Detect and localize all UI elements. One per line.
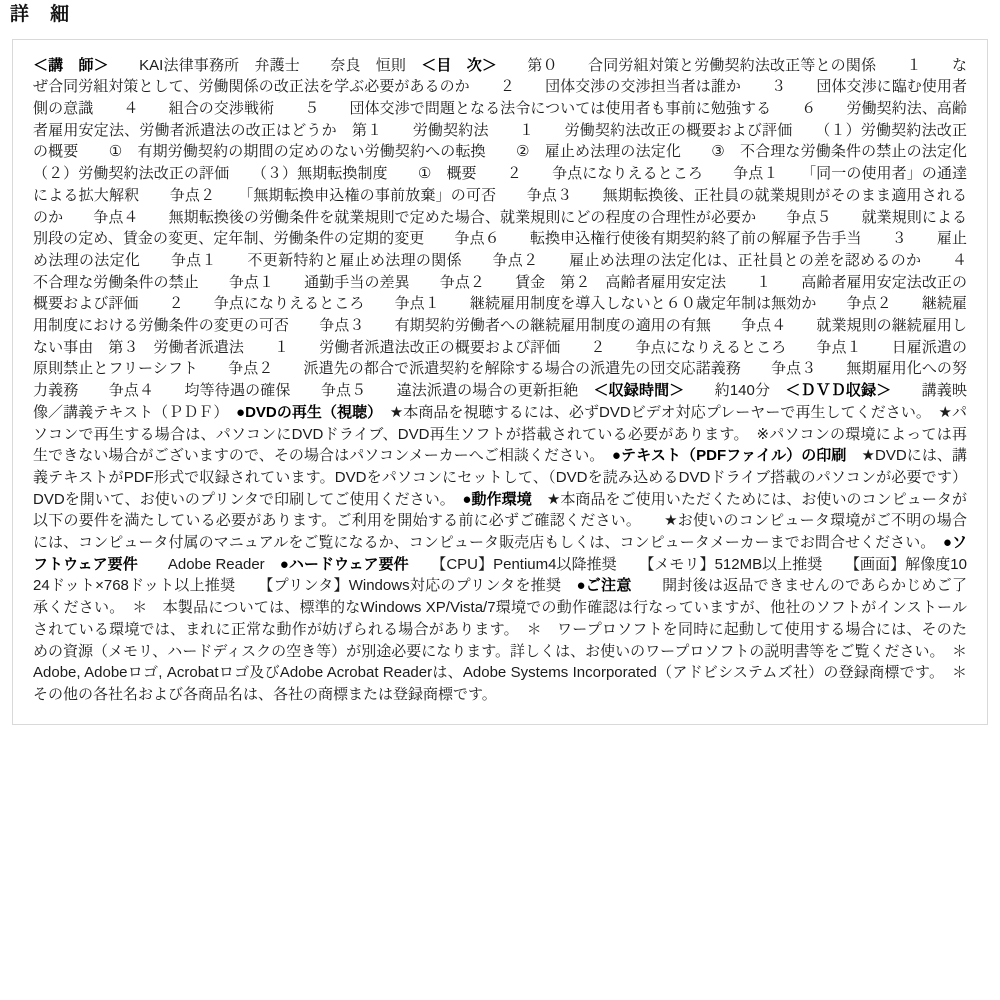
detail-text-run: 開封後は返品できませんのであらかじめご了承ください。 ＊ 本製品については、標準的なWindows XP/Vista/7環境での動作確認は行なっていますが、他社のソフトがインストールされている環境では、まれに正常な動作が妨げられる場合があります。 ＊ ワープロソフトを同時に起動して使用する場合には、そのための資源（メモリ、ハードディスクの空き等）が別途必要になります。詳しくは、お使いのワープロソフトの説明書等をご覧ください。 ＊ Adobe, Adobeロゴ, Acrobatロゴ及びAdobe Acrobat Readerは、Adobe Systems Incorporated（アドビシステムズ社）の登録商標です。 ＊ その他の各社名および各商品名は、各社の商標または登録商標です。 xyxy=(33,577,983,703)
detail-section-heading: ＜講 師＞ xyxy=(33,56,109,74)
detail-panel xyxy=(12,39,998,725)
detail-text-run: 講義映像／講義テキスト（ＰＤＦ） xyxy=(33,382,967,421)
detail-text-run: 第０ 合同労組対策と労働契約法改正等との関係 １ なぜ合同労組対策として、労働関係の改正法を学ぶ必要があるのか ２ 団体交渉の交渉担当者は誰か ３ 団体交渉に臨む使用者側の意識 ４ 組合の交渉戦術 ５ 団体交渉で問題となる法令については使用者も事前に勉強する ６ 労働契約法、高齢者雇用安定法、労働者派遣法の改正はどうか 第１ 労働契約法 １ 労働契約法改正の概要および評価 （１）労働契約法改正の概要 ① 有期労働契約の期間の定めのない労働契約への転換 ② 雇止め法理の法定化 ③ 不合理な労働条件の禁止の法定化 （２）労働契約法改正の評価 （３）無期転換制度 ① 概要 ２ 争点になりえるところ 争点１ 「同一の使用者」の通達による拡大解釈 争点２ 「無期転換申込権の事前放棄」の可否 争点３ 無期転換後、正社員の就業規則がそのまま適用されるのか 争点４ 無期転換後の労働条件を就業規則で定めた場合、就業規則にどの程度の合理性が必要か 争点５ 就業規則による別段の定め、賃金の変更、定年制、労働条件の定期的変更 争点６ 転換申込権行使後有期契約終了前の解雇予告手当 ３ 雇止め法理の法定化 争点１ 不更新特約と雇止め法理の関係 争点２ 雇止め法理の法定化は、正社員との差を認めるのか ４ 不合理な労働条件の禁止 争点１ 通勤手当の差異 争点２ 賃金 第２ 高齢者雇用安定法 １ 高齢者雇用安定法改正の概要および評価 ２ 争点になりえるところ 争点１ 継続雇用制度を導入しないと６０歳定年制は無効か 争点２ 継続雇用制度における労働条件の変更の可否 争点３ 有期契約労働者への継続雇用制度の適用の有無 争点４ 就業規則の継続雇用しない事由 第３ 労働者派遣法 １ 労働者派遣法改正の概要および評価 ２ 争点になりえるところ 争点１ 日雇派遣の原則禁止とフリーシフト 争点２ 派遣先の都合で派遣契約を解除する場合の派遣先の団交応諾義務 争点３ 無期雇用化への努力義務 争点４ 均等待遇の確保 争点５ 違法派遣の場合の更新拒絶 xyxy=(33,56,998,400)
detail-text-run: KAI法律事務所 弁護士 奈良 恒則 xyxy=(108,56,422,74)
page-title: 詳 細 xyxy=(10,4,71,25)
detail-section-heading: ●DVDの再生（視聴） xyxy=(235,403,375,421)
detail-section-heading: ●動作環境 xyxy=(462,490,532,508)
detail-description-text xyxy=(33,55,998,706)
detail-text-run: ★DVDには、講義テキストがPDF形式で収録されています。DVDをパソコンにセットして、（DVDを読み込めるDVDドライブ搭載のパソコンが必要です）DVDを開いて、お使いのプリンタで印刷してご使用ください。 xyxy=(33,447,967,508)
detail-text-run: ★本商品を視聴するには、必ずDVDビデオ対応プレーヤーで再生してください。 ★パソコンで再生する場合は、パソコンにDVDドライブ、DVD再生ソフトが搭載されている必要があります。 ※パソコンの環境によっては再生できない場合がございますので、その場合はパソコンメーカーへご相談ください。 xyxy=(33,403,967,465)
detail-section-heading: ＜収録時間＞ xyxy=(593,382,685,400)
detail-section-heading: ●ご注意 xyxy=(576,577,632,595)
detail-section-heading: ＜目 次＞ xyxy=(421,56,497,74)
detail-text-run: 約140分 xyxy=(684,382,786,400)
detail-text-run: ★本商品をご使用いただくためには、お使いのコンピュータが以下の要件を満たしている必要があります。ご利用を開始する前に必ずご確認ください。 ★お使いのコンピュータ環境がご不明の場合には、コンピュータ付属のマニュアルをご覧になるか、コンピュータ販売店もしくは、コンピュータメーカーまでお問合せください。 xyxy=(33,490,967,552)
detail-section-heading: ●テキスト（PDFファイル）の印刷 xyxy=(611,447,847,465)
detail-section-heading: ●ハードウェア要件 xyxy=(279,555,409,573)
detail-section-heading: ●ソフトウェア要件 xyxy=(33,534,968,573)
detail-section-heading: ＜ＤＶＤ収録＞ xyxy=(785,382,892,400)
detail-text-run: Adobe Reader xyxy=(137,555,280,573)
detail-text-run: 【CPU】Pentium4以降推奨 【メモリ】512MB以上推奨 【画面】解像度1024ドット×768ドット以上推奨 【プリンタ】Windows対応のプリンタを推奨 xyxy=(33,555,967,595)
